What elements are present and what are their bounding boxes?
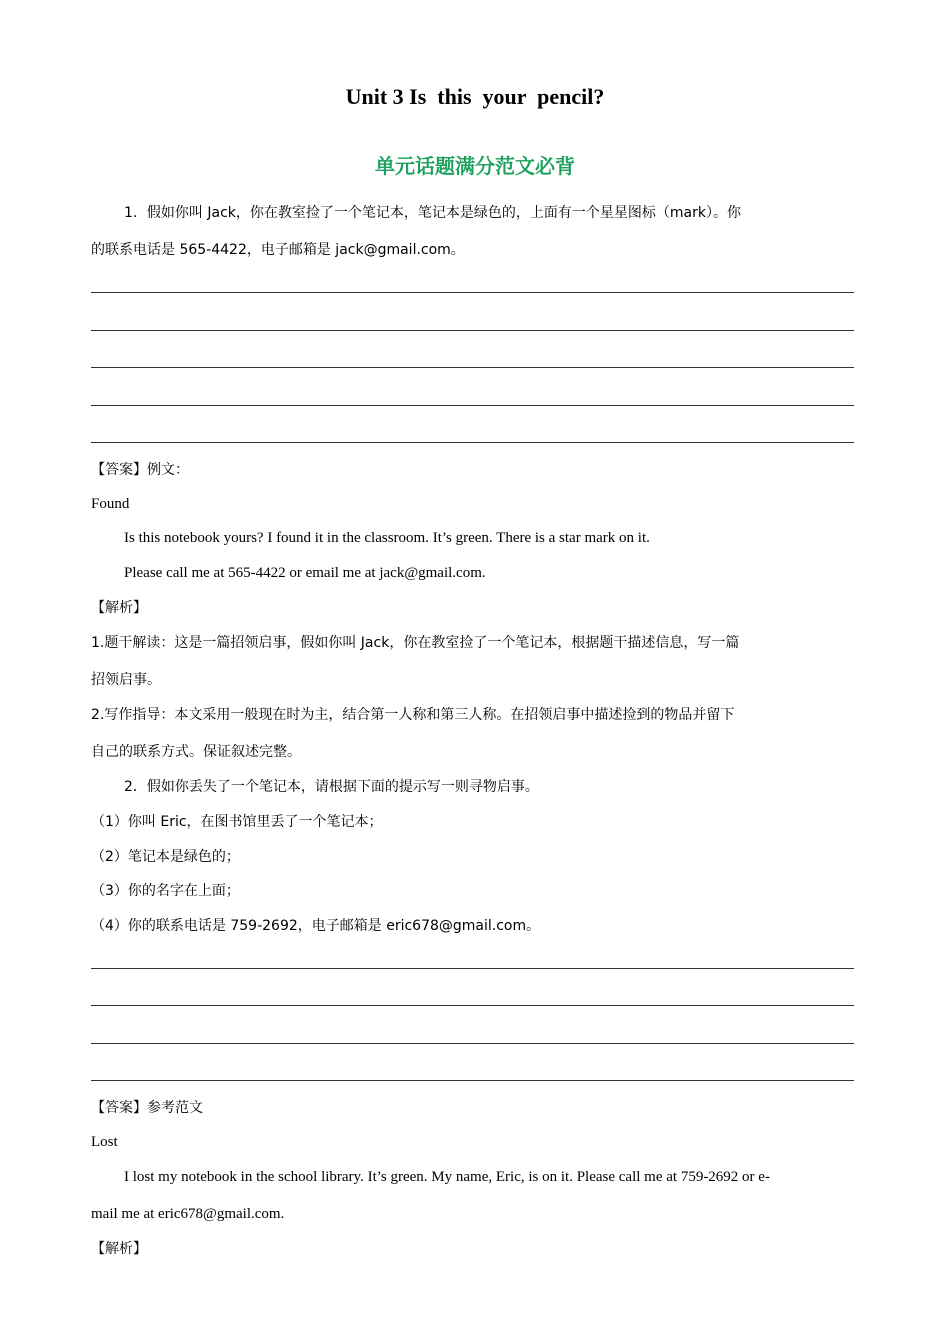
q1-answer-line1: Is this notebook yours? I found it in the classroom. It’s green. There is a star mark on it. (124, 530, 650, 546)
q1-analysis-1a: 1.题干解读：这是一篇招领启事，假如你叫 Jack，你在教室捡了一个笔记本，根据题干描述信息，写一篇 (91, 635, 740, 651)
answer-blank-line (91, 1080, 854, 1081)
page-subtitle: 单元话题满分范文必背 (375, 154, 575, 178)
q1-prompt-line2: 的联系电话是 565-4422，电子邮箱是 jack@gmail.com。 (91, 242, 465, 258)
q2-hint-1: （1）你叫 Eric，在图书馆里丢了一个笔记本； (91, 814, 383, 830)
q1-analysis-label: 【解析】 (91, 600, 147, 616)
q1-analysis-1b: 招领启事。 (91, 672, 161, 688)
answer-blank-line (91, 367, 854, 368)
answer-blank-line (91, 442, 854, 443)
q1-answer-title: Found (91, 496, 130, 512)
q1-analysis-2a: 2.写作指导：本文采用一般现在时为主，结合第一人称和第三人称。在招领启事中描述捡到的物品并留下 (91, 707, 735, 723)
q2-hint-3: （3）你的名字在上面； (91, 883, 240, 899)
q2-answer-line1: I lost my notebook in the school library. It’s green. My name, Eric, is on it. Please call me at 759-2692 or e- (124, 1169, 770, 1185)
q2-answer-line2: mail me at eric678@gmail.com. (91, 1206, 285, 1222)
q2-hint-4: （4）你的联系电话是 759-2692，电子邮箱是 eric678@gmail.com。 (91, 918, 541, 934)
q2-hint-2: （2）笔记本是绿色的； (91, 849, 240, 865)
page-title: Unit 3 Is this your pencil? (345, 84, 605, 109)
q2-prompt: 2．假如你丢失了一个笔记本，请根据下面的提示写一则寻物启事。 (124, 779, 539, 795)
q2-answer-title: Lost (91, 1134, 118, 1150)
answer-blank-line (91, 968, 854, 969)
answer-blank-line (91, 1005, 854, 1006)
q2-analysis-label: 【解析】 (91, 1241, 147, 1257)
q1-answer-label: 【答案】例文： (91, 462, 189, 478)
q1-prompt-line1: 1．假如你叫 Jack，你在教室捡了一个笔记本，笔记本是绿色的，上面有一个星星图标（mark）。你 (124, 205, 741, 221)
answer-blank-line (91, 1043, 854, 1044)
q1-analysis-2b: 自己的联系方式。保证叙述完整。 (91, 744, 301, 760)
q2-answer-label: 【答案】参考范文 (91, 1100, 203, 1116)
q1-answer-line2: Please call me at 565-4422 or email me at jack@gmail.com. (124, 565, 486, 581)
answer-blank-line (91, 330, 854, 331)
answer-blank-line (91, 405, 854, 406)
answer-blank-line (91, 292, 854, 293)
